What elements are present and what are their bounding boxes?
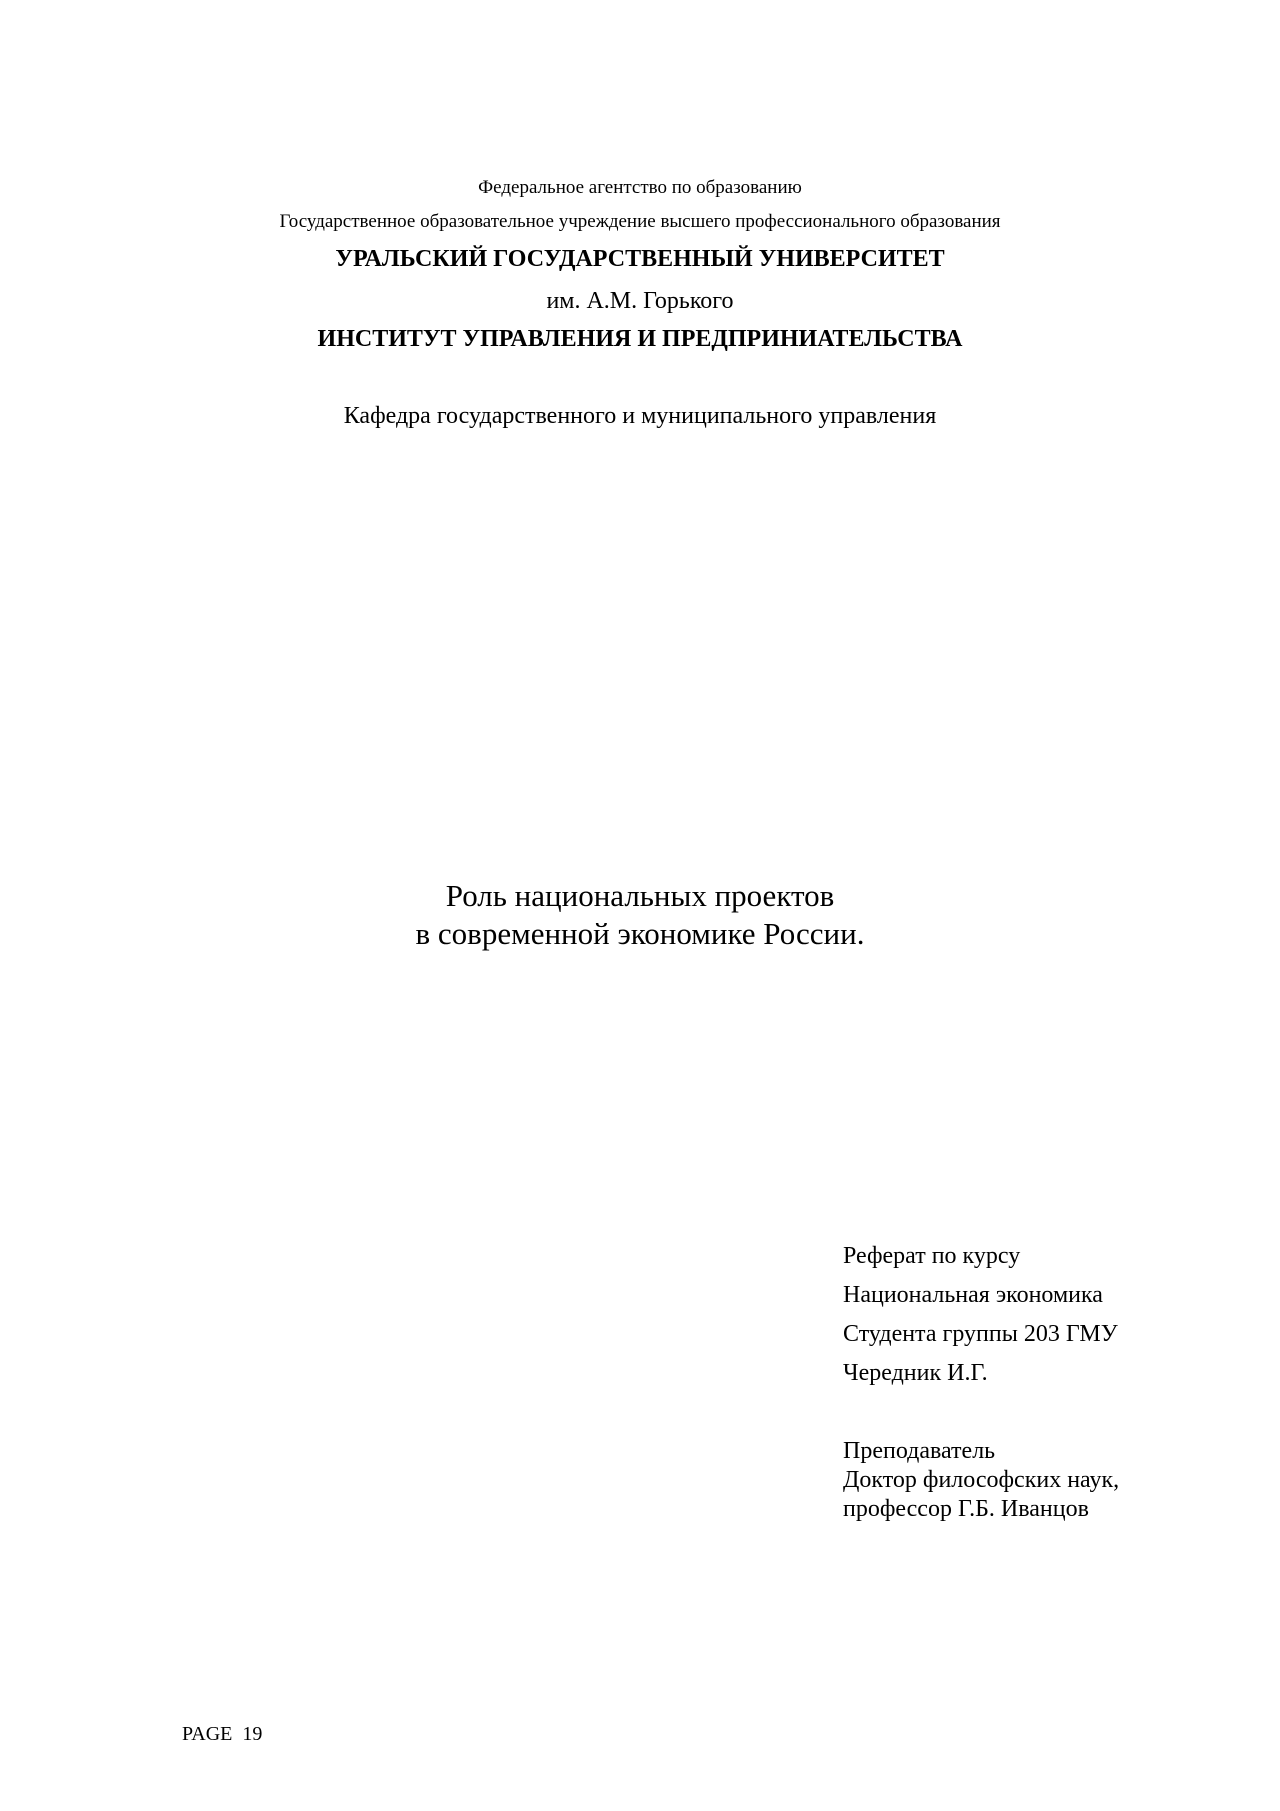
teacher-name: профессор Г.Б. Иванцов — [843, 1496, 1089, 1522]
institution-type: Государственное образовательное учреждение высшего профессионального образования — [279, 211, 1001, 232]
student-group: Студента группы 203 ГМУ — [843, 1321, 1118, 1347]
teacher-degree: Доктор философских наук, — [843, 1467, 1120, 1493]
teacher-label: Преподаватель — [843, 1438, 996, 1464]
work-type: Реферат по курсу — [843, 1243, 1021, 1269]
student-name: Чередник И.Г. — [843, 1360, 988, 1386]
agency-name: Федеральное агентство по образованию — [478, 177, 802, 198]
course-name: Национальная экономика — [843, 1282, 1103, 1308]
document-title-line-2: в современной экономике России. — [415, 916, 865, 951]
department-name: Кафедра государственного и муниципального управления — [343, 403, 937, 429]
university-name: УРАЛЬСКИЙ ГОСУДАРСТВЕННЫЙ УНИВЕРСИТЕТ — [335, 246, 945, 272]
page-number: PAGE 19 — [182, 1723, 263, 1745]
document-title-line-1: Роль национальных проектов — [445, 878, 835, 913]
institute-name: ИНСТИТУТ УПРАВЛЕНИЯ И ПРЕДПРИНИАТЕЛЬСТВА — [317, 326, 963, 352]
university-named-after: им. А.М. Горького — [546, 288, 734, 314]
